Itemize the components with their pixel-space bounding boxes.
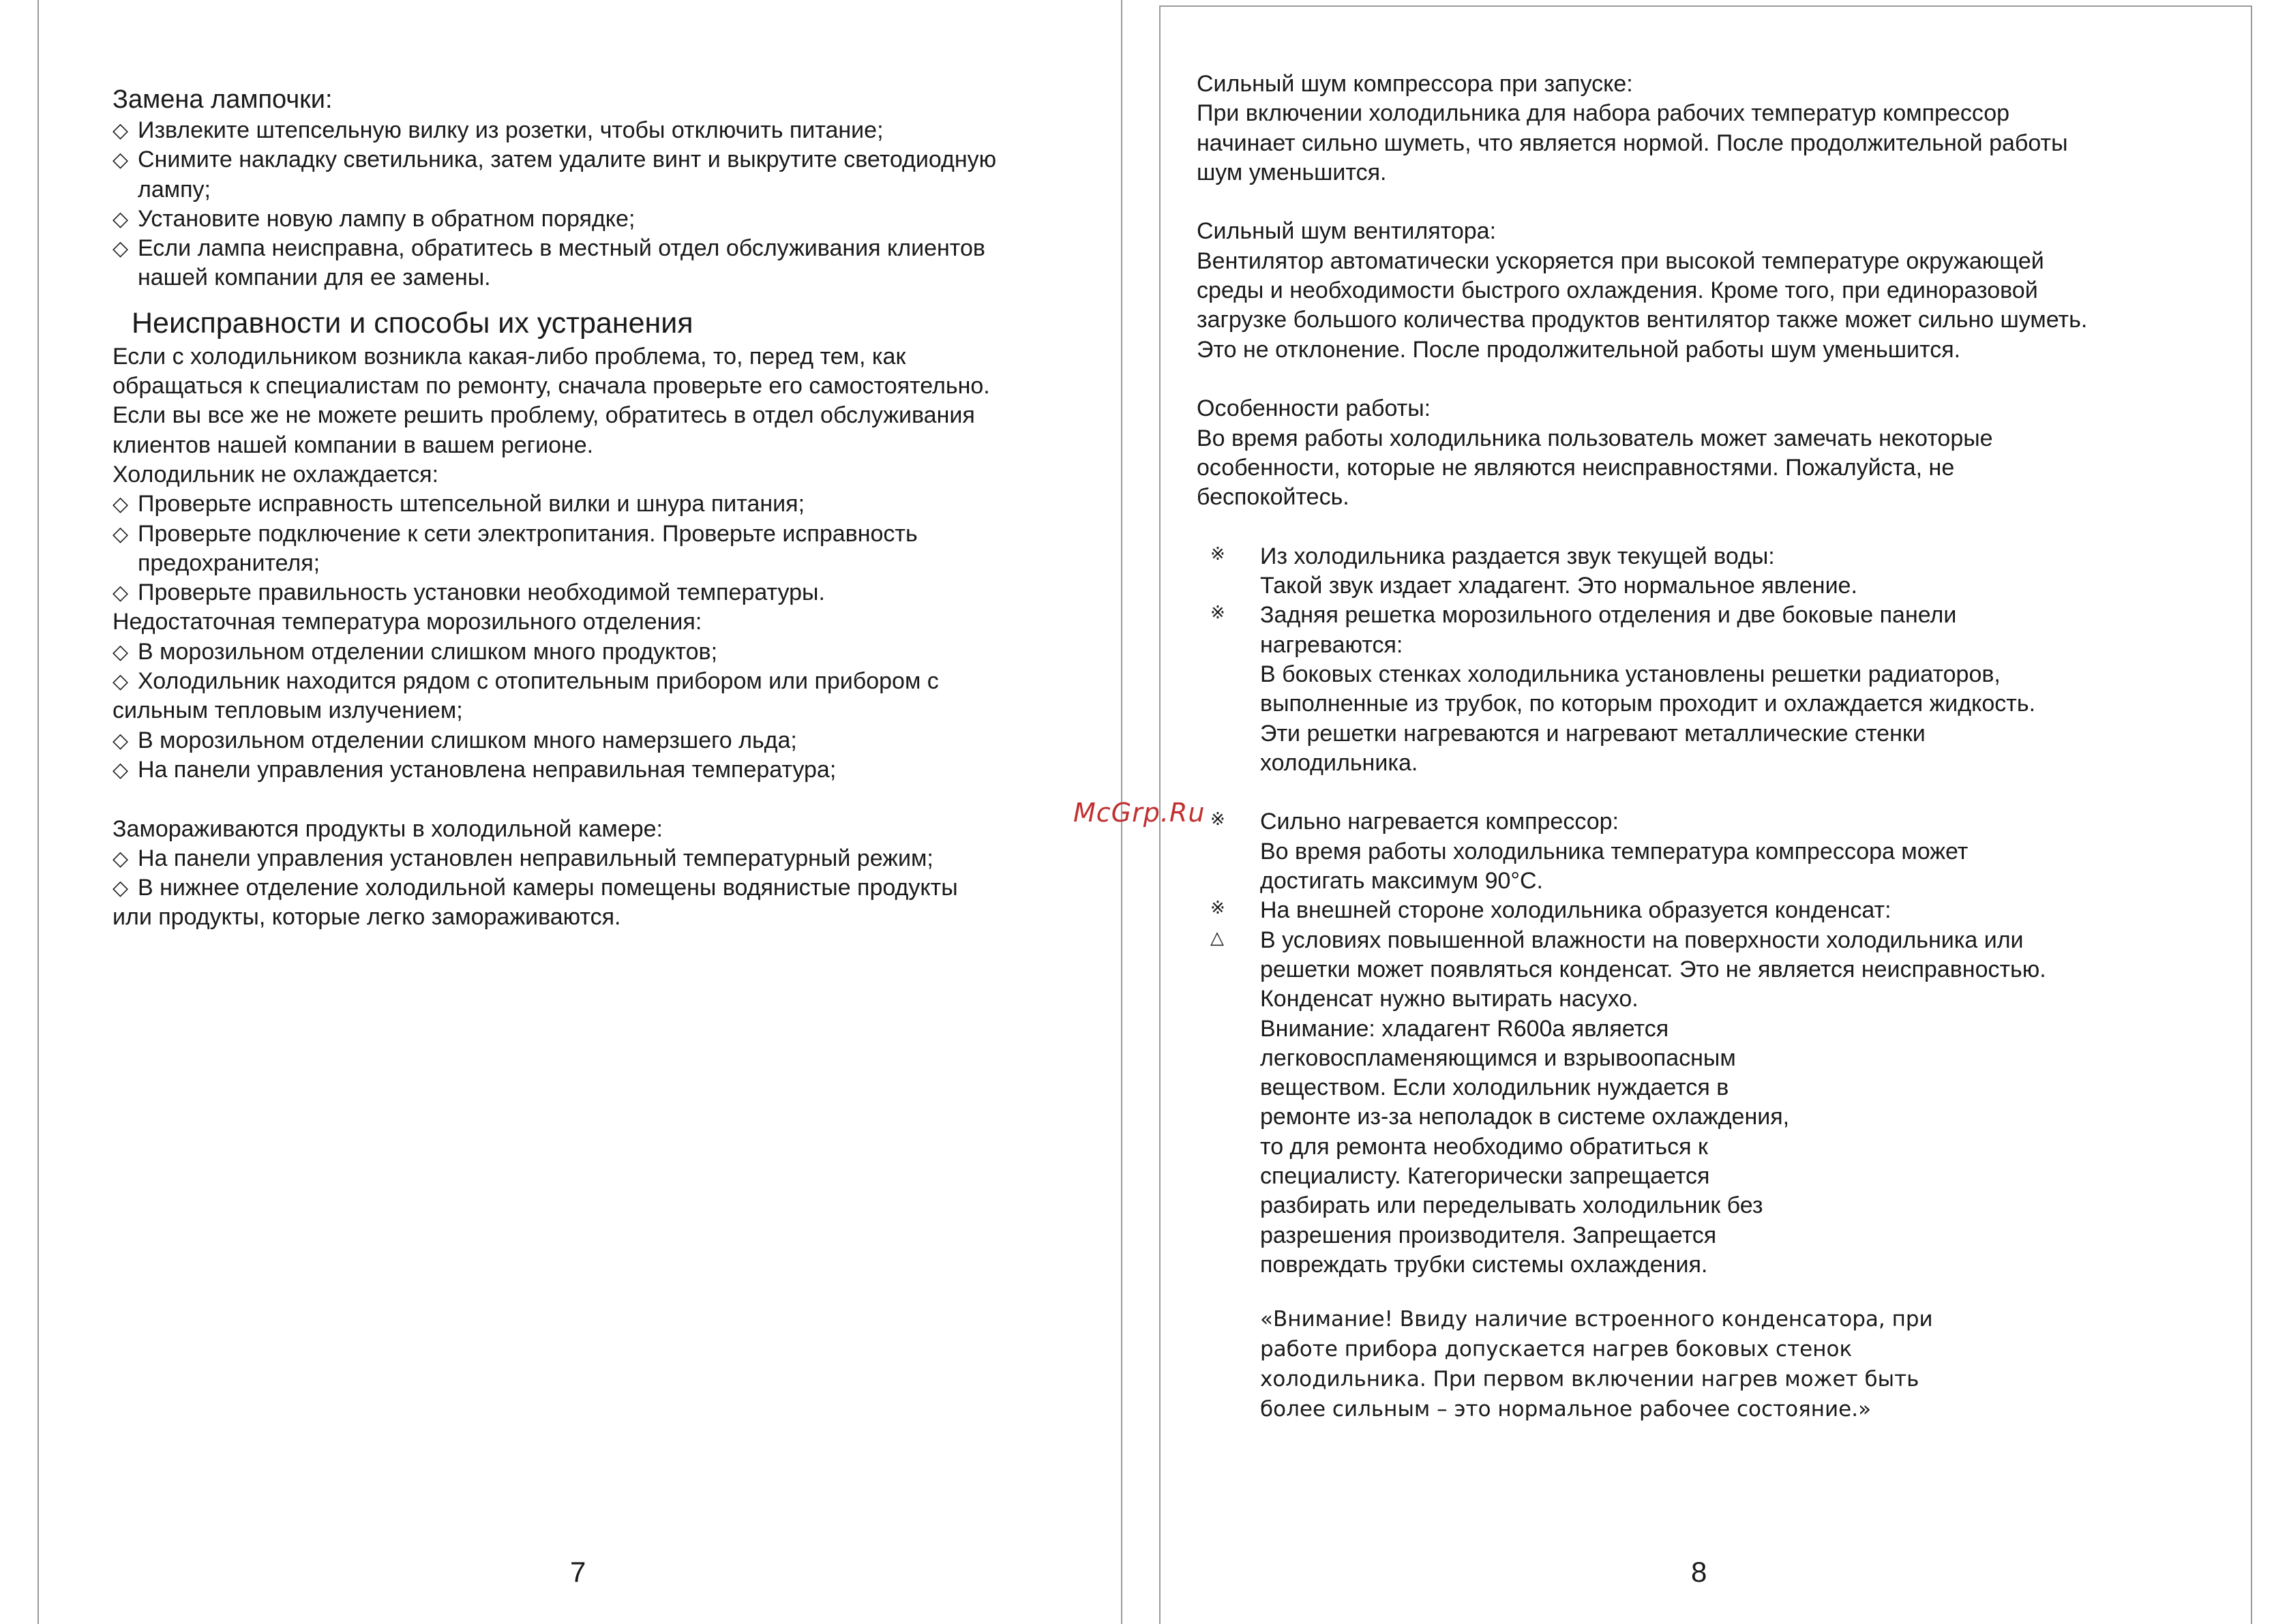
refrigerant-warning-line: то для ремонта необходимо обратиться к	[1260, 1133, 1708, 1160]
freezer-item-4: ◇ На панели управления установлена неправильная температура;	[113, 755, 1101, 785]
fan-noise-line: Это не отклонение. После продолжительной работы шум уменьшится.	[1197, 336, 1961, 363]
fan-noise-title: Сильный шум вентилятора:	[1197, 218, 1497, 245]
refrigerant-warning-line: повреждать трубки системы охлаждения.	[1260, 1251, 1708, 1278]
page-number-right: 8	[1691, 1556, 1707, 1588]
refrigerant-warning-line: Внимание: хладагент R600a является	[1260, 1015, 1669, 1042]
diamond-bullet-icon: ◇	[113, 522, 129, 545]
troubleshooting-intro-line: Если с холодильником возникла какая-либо проблема, то, перед тем, как	[113, 343, 906, 370]
operation-features-line: беспокойтесь.	[1197, 484, 1349, 511]
condenser-notice-line: холодильника. При первом включении нагрев может быть	[1260, 1367, 1919, 1392]
right-page-content	[1197, 70, 2233, 1424]
warning-triangle-icon: △	[1210, 927, 1224, 948]
not-cooling-item-1: ◇ Проверьте исправность штепсельной вилки и шнура питания;	[113, 490, 1101, 519]
diamond-bullet-icon: ◇	[113, 758, 129, 781]
reference-mark-icon: ※	[1210, 602, 1225, 623]
diamond-bullet-icon: ◇	[113, 149, 129, 172]
lamp-replacement-title: Замена лампочки:	[113, 85, 333, 114]
page-number-left: 7	[570, 1556, 586, 1588]
compressor-heat-text: Во время работы холодильника температура компрессора может	[1260, 838, 1969, 864]
troubleshooting-intro-line: Если вы все же не можете решить проблему, обратитесь в отдел обслуживания	[113, 402, 975, 429]
lamp-step-4: ◇ Если лампа неисправна, обратитесь в местный отдел обслуживания клиентов	[113, 234, 1101, 263]
diamond-bullet-icon: ◇	[113, 493, 129, 516]
condenser-notice-line: более сильным – это нормальное рабочее состояние.»	[1260, 1397, 1872, 1422]
diamond-bullet-icon: ◇	[113, 877, 129, 900]
lamp-step-3: ◇ Установите новую лампу в обратном порядке;	[113, 205, 1101, 234]
water-sound-text: Такой звук издает хладагент. Это нормальное явление.	[1260, 573, 1857, 599]
reference-mark-icon: ※	[1210, 809, 1225, 830]
condensate-text: решетки может появляться конденсат. Это не является неисправностью.	[1260, 956, 2046, 982]
back-grid-note: ※ Задняя решетка морозильного отделения и две боковые панели	[1210, 602, 1957, 629]
watermark: McGrp.Ru	[1073, 798, 1206, 828]
not-cooling-title: Холодильник не охлаждается:	[113, 461, 439, 487]
freezing-item-2-continued: или продукты, которые легко замораживаются.	[113, 904, 621, 931]
freezer-item-2: ◇ Холодильник находится рядом с отопительным прибором или прибором с	[113, 667, 1101, 696]
refrigerant-warning-line: ремонте из-за неполадок в системе охлаждения,	[1260, 1104, 1790, 1130]
compressor-noise-line: начинает сильно шуметь, что является нормой. После продолжительной работы	[1197, 130, 2068, 156]
troubleshooting-heading: Неисправности и способы их устранения	[132, 306, 693, 340]
diamond-bullet-icon: ◇	[113, 582, 129, 605]
diamond-bullet-icon: ◇	[113, 729, 129, 752]
operation-features-line: Во время работы холодильника пользователь может замечать некоторые	[1197, 425, 1993, 451]
fan-noise-line: загрузке большого количества продуктов вентилятор также может сильно шуметь.	[1197, 307, 2088, 333]
freezer-temp-title: Недостаточная температура морозильного отделения:	[113, 609, 702, 635]
back-grid-text: холодильника.	[1260, 749, 1418, 776]
lamp-step-1: ◇ Извлеките штепсельную вилку из розетки, чтобы отключить питание;	[113, 116, 1101, 145]
freezer-item-3: ◇ В морозильном отделении слишком много намерзшего льда;	[113, 726, 1101, 755]
refrigerant-warning-line: легковоспламеняющимся и взрывоопасным	[1260, 1044, 1736, 1071]
condenser-notice-line: «Внимание! Ввиду наличие встроенного конденсатора, при	[1260, 1307, 1933, 1332]
not-cooling-item-2-continued: предохранителя;	[138, 550, 320, 576]
compressor-heat-text: достигать максимум 90°C.	[1260, 868, 1544, 894]
condenser-notice-line: работе прибора допускается нагрев боковых стенок	[1260, 1337, 1853, 1362]
operation-features-line: особенности, которые не являются неисправностями. Пожалуйста, не	[1197, 454, 1955, 481]
compressor-noise-line: шум уменьшится.	[1197, 159, 1387, 185]
troubleshooting-intro-line: обращаться к специалистам по ремонту, сначала проверьте его самостоятельно.	[113, 373, 990, 400]
condensate-note: ※ На внешней стороне холодильника образуется конденсат:	[1210, 897, 1891, 924]
compressor-noise-line: При включении холодильника для набора рабочих температур компрессор	[1197, 100, 2010, 127]
left-page-outer-border	[38, 0, 39, 1624]
lamp-step-2: ◇ Снимите накладку светильника, затем удалите винт и выкрутите светодиодную	[113, 145, 1101, 175]
right-page-top-border	[1159, 5, 2252, 7]
refrigerant-warning-line: веществом. Если холодильник нуждается в	[1260, 1074, 1729, 1101]
diamond-bullet-icon: ◇	[113, 670, 129, 693]
compressor-noise-title: Сильный шум компрессора при запуске:	[1197, 71, 1633, 97]
water-sound-note: ※ Из холодильника раздается звук текущей воды:	[1210, 543, 1775, 569]
reference-mark-icon: ※	[1210, 897, 1225, 918]
diamond-bullet-icon: ◇	[113, 640, 129, 663]
back-grid-text: выполненные из трубок, по которым проходит и охлаждается жидкость.	[1260, 691, 2036, 717]
not-cooling-item-2: ◇ Проверьте подключение к сети электропитания. Проверьте исправность	[113, 520, 1101, 549]
back-grid-title-continued: нагреваются:	[1260, 631, 1403, 658]
freezer-item-2-continued: сильным тепловым излучением;	[113, 697, 463, 724]
fan-noise-line: Вентилятор автоматически ускоряется при высокой температуре окружающей	[1197, 247, 2044, 274]
left-page-content	[113, 83, 1101, 933]
reference-mark-icon: ※	[1210, 543, 1225, 564]
freezing-item-1: ◇ На панели управления установлен неправильный температурный режим;	[113, 844, 1101, 873]
diamond-bullet-icon: ◇	[113, 207, 129, 230]
right-page-outer-border	[2251, 5, 2252, 1624]
refrigerant-warning-line: разрешения производителя. Запрещается	[1260, 1222, 1717, 1248]
refrigerant-warning-line: специалисту. Категорически запрещается	[1260, 1162, 1710, 1189]
diamond-bullet-icon: ◇	[113, 237, 129, 260]
troubleshooting-intro-line: клиентов нашей компании в вашем регионе.	[113, 432, 594, 458]
operation-features-title: Особенности работы:	[1197, 395, 1431, 422]
lamp-step-4-continued: нашей компании для ее замены.	[138, 265, 491, 291]
back-grid-text: В боковых стенках холодильника установлены решетки радиаторов,	[1260, 661, 2001, 687]
freezing-in-fridge-title: Замораживаются продукты в холодильной камере:	[113, 815, 663, 842]
condensate-text: Конденсат нужно вытирать насухо.	[1260, 986, 1639, 1012]
diamond-bullet-icon: ◇	[113, 119, 129, 142]
condensate-text-first: △ В условиях повышенной влажности на поверхности холодильника или	[1210, 927, 2024, 953]
fan-noise-line: среды и необходимости быстрого охлаждения. Кроме того, при единоразовой	[1197, 277, 2038, 304]
refrigerant-warning-line: разбирать или переделывать холодильник без	[1260, 1192, 1763, 1219]
lamp-step-2-continued: лампу;	[138, 176, 211, 202]
back-grid-text: Эти решетки нагреваются и нагревают металлические стенки	[1260, 720, 1926, 747]
compressor-heat-note: ※ Сильно нагревается компрессор:	[1210, 809, 1619, 835]
not-cooling-item-3: ◇ Проверьте правильность установки необходимой температуры.	[113, 578, 1101, 607]
freezing-item-2: ◇ В нижнее отделение холодильной камеры помещены водянистые продукты	[113, 873, 1101, 903]
diamond-bullet-icon: ◇	[113, 847, 129, 870]
freezer-item-1: ◇ В морозильном отделении слишком много продуктов;	[113, 637, 1101, 667]
